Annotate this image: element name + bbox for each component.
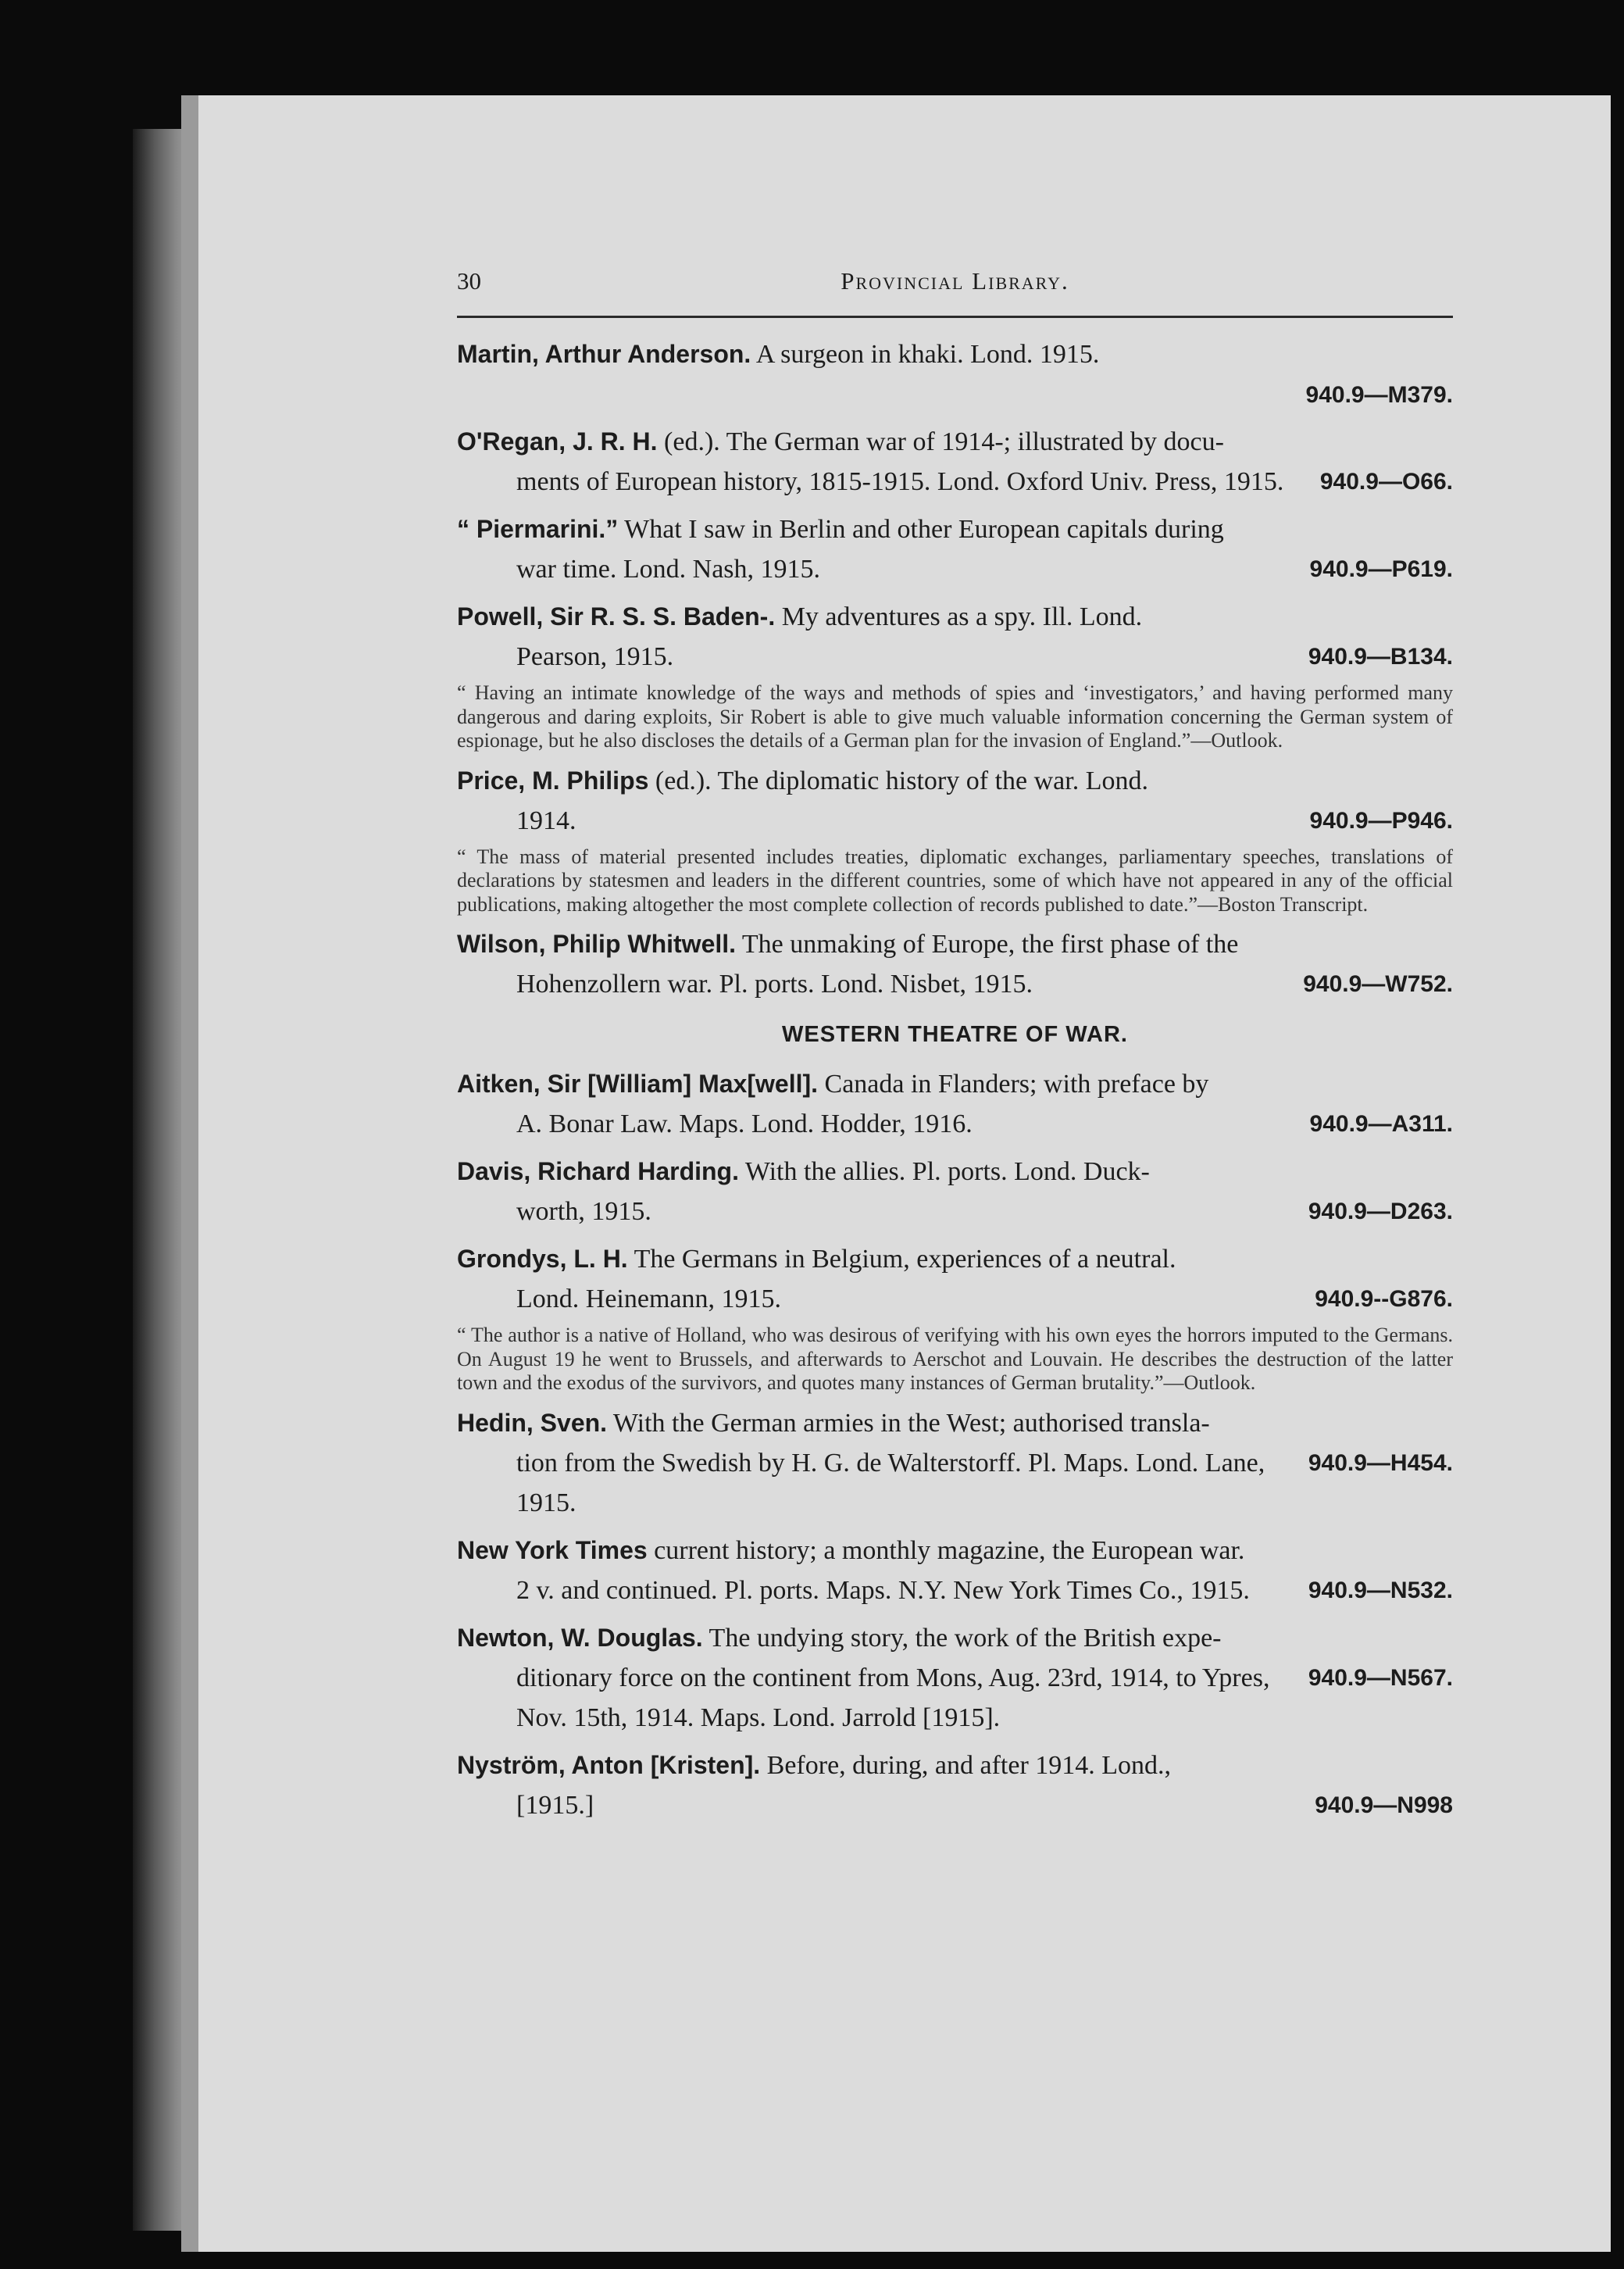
entry-continuation [457,1104,1453,1144]
catalog-entry [457,1064,1453,1144]
page-header [457,267,1453,306]
entry-title: The undying story, the work of the British expe- [702,1623,1222,1653]
call-number: 940.9—P946. [1309,807,1453,834]
entry-continuation [457,964,1453,1004]
call-number: 940.9—A311. [1309,1111,1453,1137]
catalog-entry [457,334,1453,414]
call-number: 940.9—P619. [1309,556,1453,582]
review-annotation: “ The mass of material presented includes treaties, diplomatic exchanges, parliamentary speeches, translations of declarations by statesmen and leaders in the different countries, some of which have not appeared in any of the official publications, making altogether the most complete collection of records published to date.”—Boston Transcript. [457,845,1453,916]
entry-list-western-theatre [457,1064,1453,1825]
entry-first-line [457,1064,1453,1104]
entry-author: Davis, Richard Harding. [457,1157,739,1185]
entry-first-line [457,1239,1453,1279]
entry-title: My adventures as a spy. Ill. Lond. [775,602,1143,631]
catalog-entry [457,1618,1453,1738]
entry-imprint: ditionary force on the continent from Mons, Aug. 23rd, 1914, to Ypres, Nov. 15th, 1914. Maps. Lond. Jarrold [1915]. [516,1663,1270,1732]
catalog-entry [457,761,1453,917]
entry-title: The Germans in Belgium, experiences of a neutral. [627,1245,1176,1274]
page-number: 30 [457,267,481,295]
entry-author: Martin, Arthur Anderson. [457,340,751,368]
entry-title: What I saw in Berlin and other European capitals during [618,515,1224,544]
entry-imprint: ments of European history, 1815-1915. Lond. Oxford Univ. Press, 1915. [516,467,1284,496]
catalog-entry [457,1403,1453,1523]
entry-author: Aitken, Sir [William] Max[well]. [457,1070,819,1098]
call-number: 940.9—N532. [1308,1577,1453,1603]
call-number: 940.9—M379. [1305,382,1453,408]
entry-author: Powell, Sir R. S. S. Baden-. [457,602,776,631]
entry-first-line [457,924,1453,964]
entry-continuation [457,549,1453,589]
entry-first-line [457,597,1453,637]
entry-first-line [457,422,1453,462]
entry-title: (ed.). The diplomatic history of the war. Lond. [648,766,1148,795]
page-gutter-edge [133,129,187,2231]
entry-continuation [457,801,1453,841]
call-number: 940.9—W752. [1303,971,1453,997]
entry-imprint: Pearson, 1915. [516,642,674,671]
call-number: 940.9—B134. [1308,644,1453,670]
entry-first-line [457,1746,1453,1785]
catalog-entry [457,509,1453,589]
entry-author: Nyström, Anton [Kristen]. [457,1750,761,1779]
entry-continuation [457,637,1453,677]
catalog-listing [457,334,1453,1833]
entry-first-line [457,509,1453,549]
review-annotation: “ The author is a native of Holland, who was desirous of verifying with his own eyes the horrors imputed to the Germans. On August 19 he went to Brussels, and afterwards to Aerschot and Louvain. He describes the destruction of the latter town and the exodus of the survivors, and quotes many instances of German brutality.”—Outlook. [457,1324,1453,1394]
entry-imprint: [1915.] [516,1790,594,1820]
call-number: 940.9--G876. [1315,1286,1453,1312]
entry-continuation [457,1570,1453,1610]
call-number: 940.9—H454. [1308,1449,1453,1476]
entry-imprint: Lond. Heinemann, 1915. [516,1285,781,1313]
entry-author: Wilson, Philip Whitwell. [457,930,737,958]
entry-author: “ Piermarini.” [457,515,619,543]
call-number-line [457,374,1453,414]
catalog-entry [457,1746,1453,1825]
catalog-entry [457,1152,1453,1231]
entry-continuation [457,1785,1453,1825]
entry-imprint: worth, 1915. [516,1197,651,1226]
catalog-entry [457,924,1453,1004]
entry-title: Canada in Flanders; with preface by [818,1070,1209,1099]
entry-title: current history; a monthly magazine, the European war. [647,1535,1245,1565]
entry-first-line [457,761,1453,801]
entry-first-line [457,1531,1453,1570]
call-number: 940.9—O66. [1319,469,1453,495]
entry-author: Price, M. Philips [457,766,649,795]
entry-continuation [457,1658,1453,1738]
entry-imprint: Hohenzollern war. Pl. ports. Lond. Nisbet, 1915. [516,970,1033,999]
section-heading: WESTERN THEATRE OF WAR. [782,1022,1128,1047]
catalog-entry [457,422,1453,502]
entry-continuation [457,1279,1453,1319]
entry-title: A surgeon in khaki. Lond. 1915. [751,340,1100,369]
running-title: Provincial Library. [841,267,1069,295]
call-number: 940.9—N998 [1315,1792,1453,1818]
entry-author: Grondys, L. H. [457,1245,628,1273]
entry-title: With the German armies in the West; authorised transla- [607,1408,1210,1438]
catalog-entry [457,1531,1453,1610]
entry-imprint: 2 v. and continued. Pl. ports. Maps. N.Y. New York Times Co., 1915. [516,1575,1250,1605]
call-number: 940.9—N567. [1308,1664,1453,1691]
catalog-entry [457,597,1453,753]
entry-title: The unmaking of Europe, the first phase of the [736,930,1239,959]
review-annotation: “ Having an intimate knowledge of the ways and methods of spies and ‘investigators,’ and having performed many dangerous and daring exploits, Sir Robert is able to give much valuable information concerning the German system of espionage, but he also discloses the details of a German plan for the invasion of England.”—Outlook. [457,681,1453,752]
header-rule [457,316,1453,318]
entry-continuation [457,1192,1453,1231]
entry-imprint: A. Bonar Law. Maps. Lond. Hodder, 1916. [516,1109,973,1138]
entry-first-line [457,334,1453,374]
entry-imprint: 1914. [516,806,576,835]
entry-imprint: tion from the Swedish by H. G. de Walterstorff. Pl. Maps. Lond. Lane, 1915. [516,1448,1265,1517]
entry-title: With the allies. Pl. ports. Lond. Duck- [738,1157,1150,1186]
entry-first-line [457,1152,1453,1192]
entry-imprint: war time. Lond. Nash, 1915. [516,555,821,584]
entry-author: Newton, W. Douglas. [457,1623,703,1652]
entry-continuation [457,1443,1453,1523]
entry-title: (ed.). The German war of 1914-; illustrated by docu- [657,427,1224,456]
entry-first-line [457,1618,1453,1658]
entry-continuation [457,462,1453,502]
entry-author: New York Times [457,1535,648,1564]
call-number: 940.9—D263. [1308,1199,1453,1224]
catalog-entry [457,1239,1453,1395]
entry-title: Before, during, and after 1914. Lond., [760,1750,1172,1780]
entry-author: Hedin, Sven. [457,1408,608,1437]
entry-author: O'Regan, J. R. H. [457,427,658,456]
entry-list-general [457,334,1453,1004]
entry-first-line [457,1403,1453,1443]
